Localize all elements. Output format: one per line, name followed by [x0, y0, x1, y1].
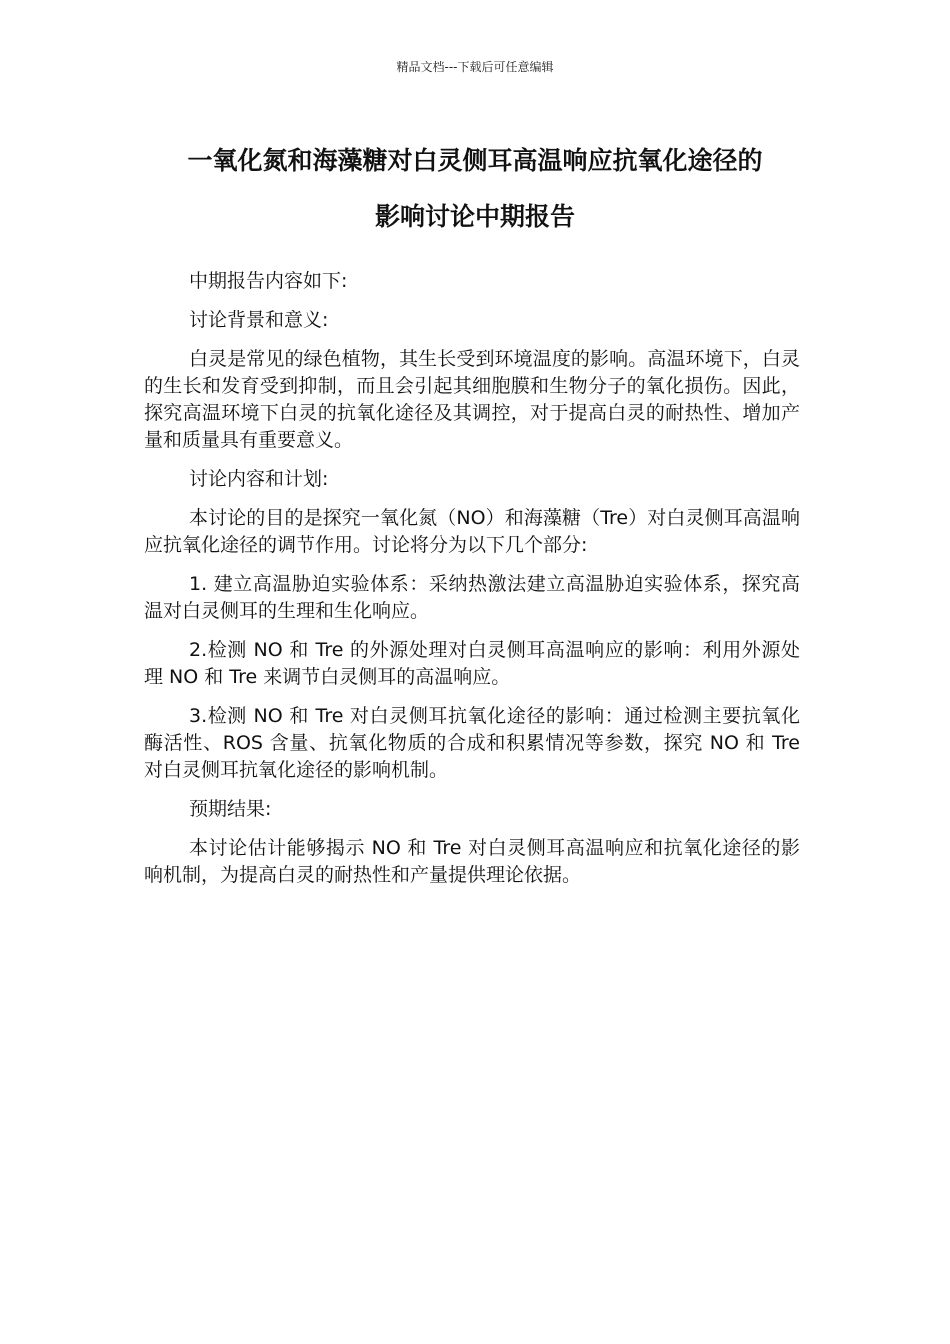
document-title-line-1: 一氧化氮和海藻糖对白灵侧耳高温响应抗氧化途径的: [187, 146, 763, 175]
page-header: 精品文档---下载后可任意编辑: [396, 60, 554, 74]
paragraph-intro: 中期报告内容如下:: [189, 270, 348, 292]
list-item-3: 3.检测 NO 和 Tre 对白灵侧耳抗氧化途径的影响：通过检测主要抗氧化酶活性、ROS 含量、抗氧化物质的合成和积累情况等参数，探究 NO 和 Tre 对白灵侧耳抗氧化途径的影响机制。: [144, 705, 800, 781]
list-item-1: 1. 建立高温胁迫实验体系：采纳热激法建立高温胁迫实验体系，探究高温对白灵侧耳的生理和生化响应。: [144, 573, 800, 622]
paragraph-expected-results: 本讨论估计能够揭示 NO 和 Tre 对白灵侧耳高温响应和抗氧化途径的影响机制，为提高白灵的耐热性和产量提供理论依据。: [144, 837, 800, 886]
heading-content-plan: 讨论内容和计划:: [189, 468, 329, 490]
document-body: [144, 268, 800, 901]
heading-expected-results: 预期结果:: [189, 798, 272, 820]
list-item-2: 2.检测 NO 和 Tre 的外源处理对白灵侧耳高温响应的影响：利用外源处理 NO 和 Tre 来调节白灵侧耳的高温响应。: [144, 639, 800, 688]
paragraph-background: 白灵是常见的绿色植物，其生长受到环境温度的影响。高温环境下，白灵的生长和发育受到抑制，而且会引起其细胞膜和生物分子的氧化损伤。因此，探究高温环境下白灵的抗氧化途径及其调控，对于提高白灵的耐热性、增加产量和质量具有重要意义。: [144, 348, 800, 451]
document-title-line-2: 影响讨论中期报告: [374, 202, 575, 231]
paragraph-purpose: 本讨论的目的是探究一氧化氮（NO）和海藻糖（Tre）对白灵侧耳高温响应抗氧化途径的调节作用。讨论将分为以下几个部分:: [144, 507, 800, 556]
document-title: [120, 133, 830, 245]
heading-background: 讨论背景和意义:: [189, 309, 329, 331]
